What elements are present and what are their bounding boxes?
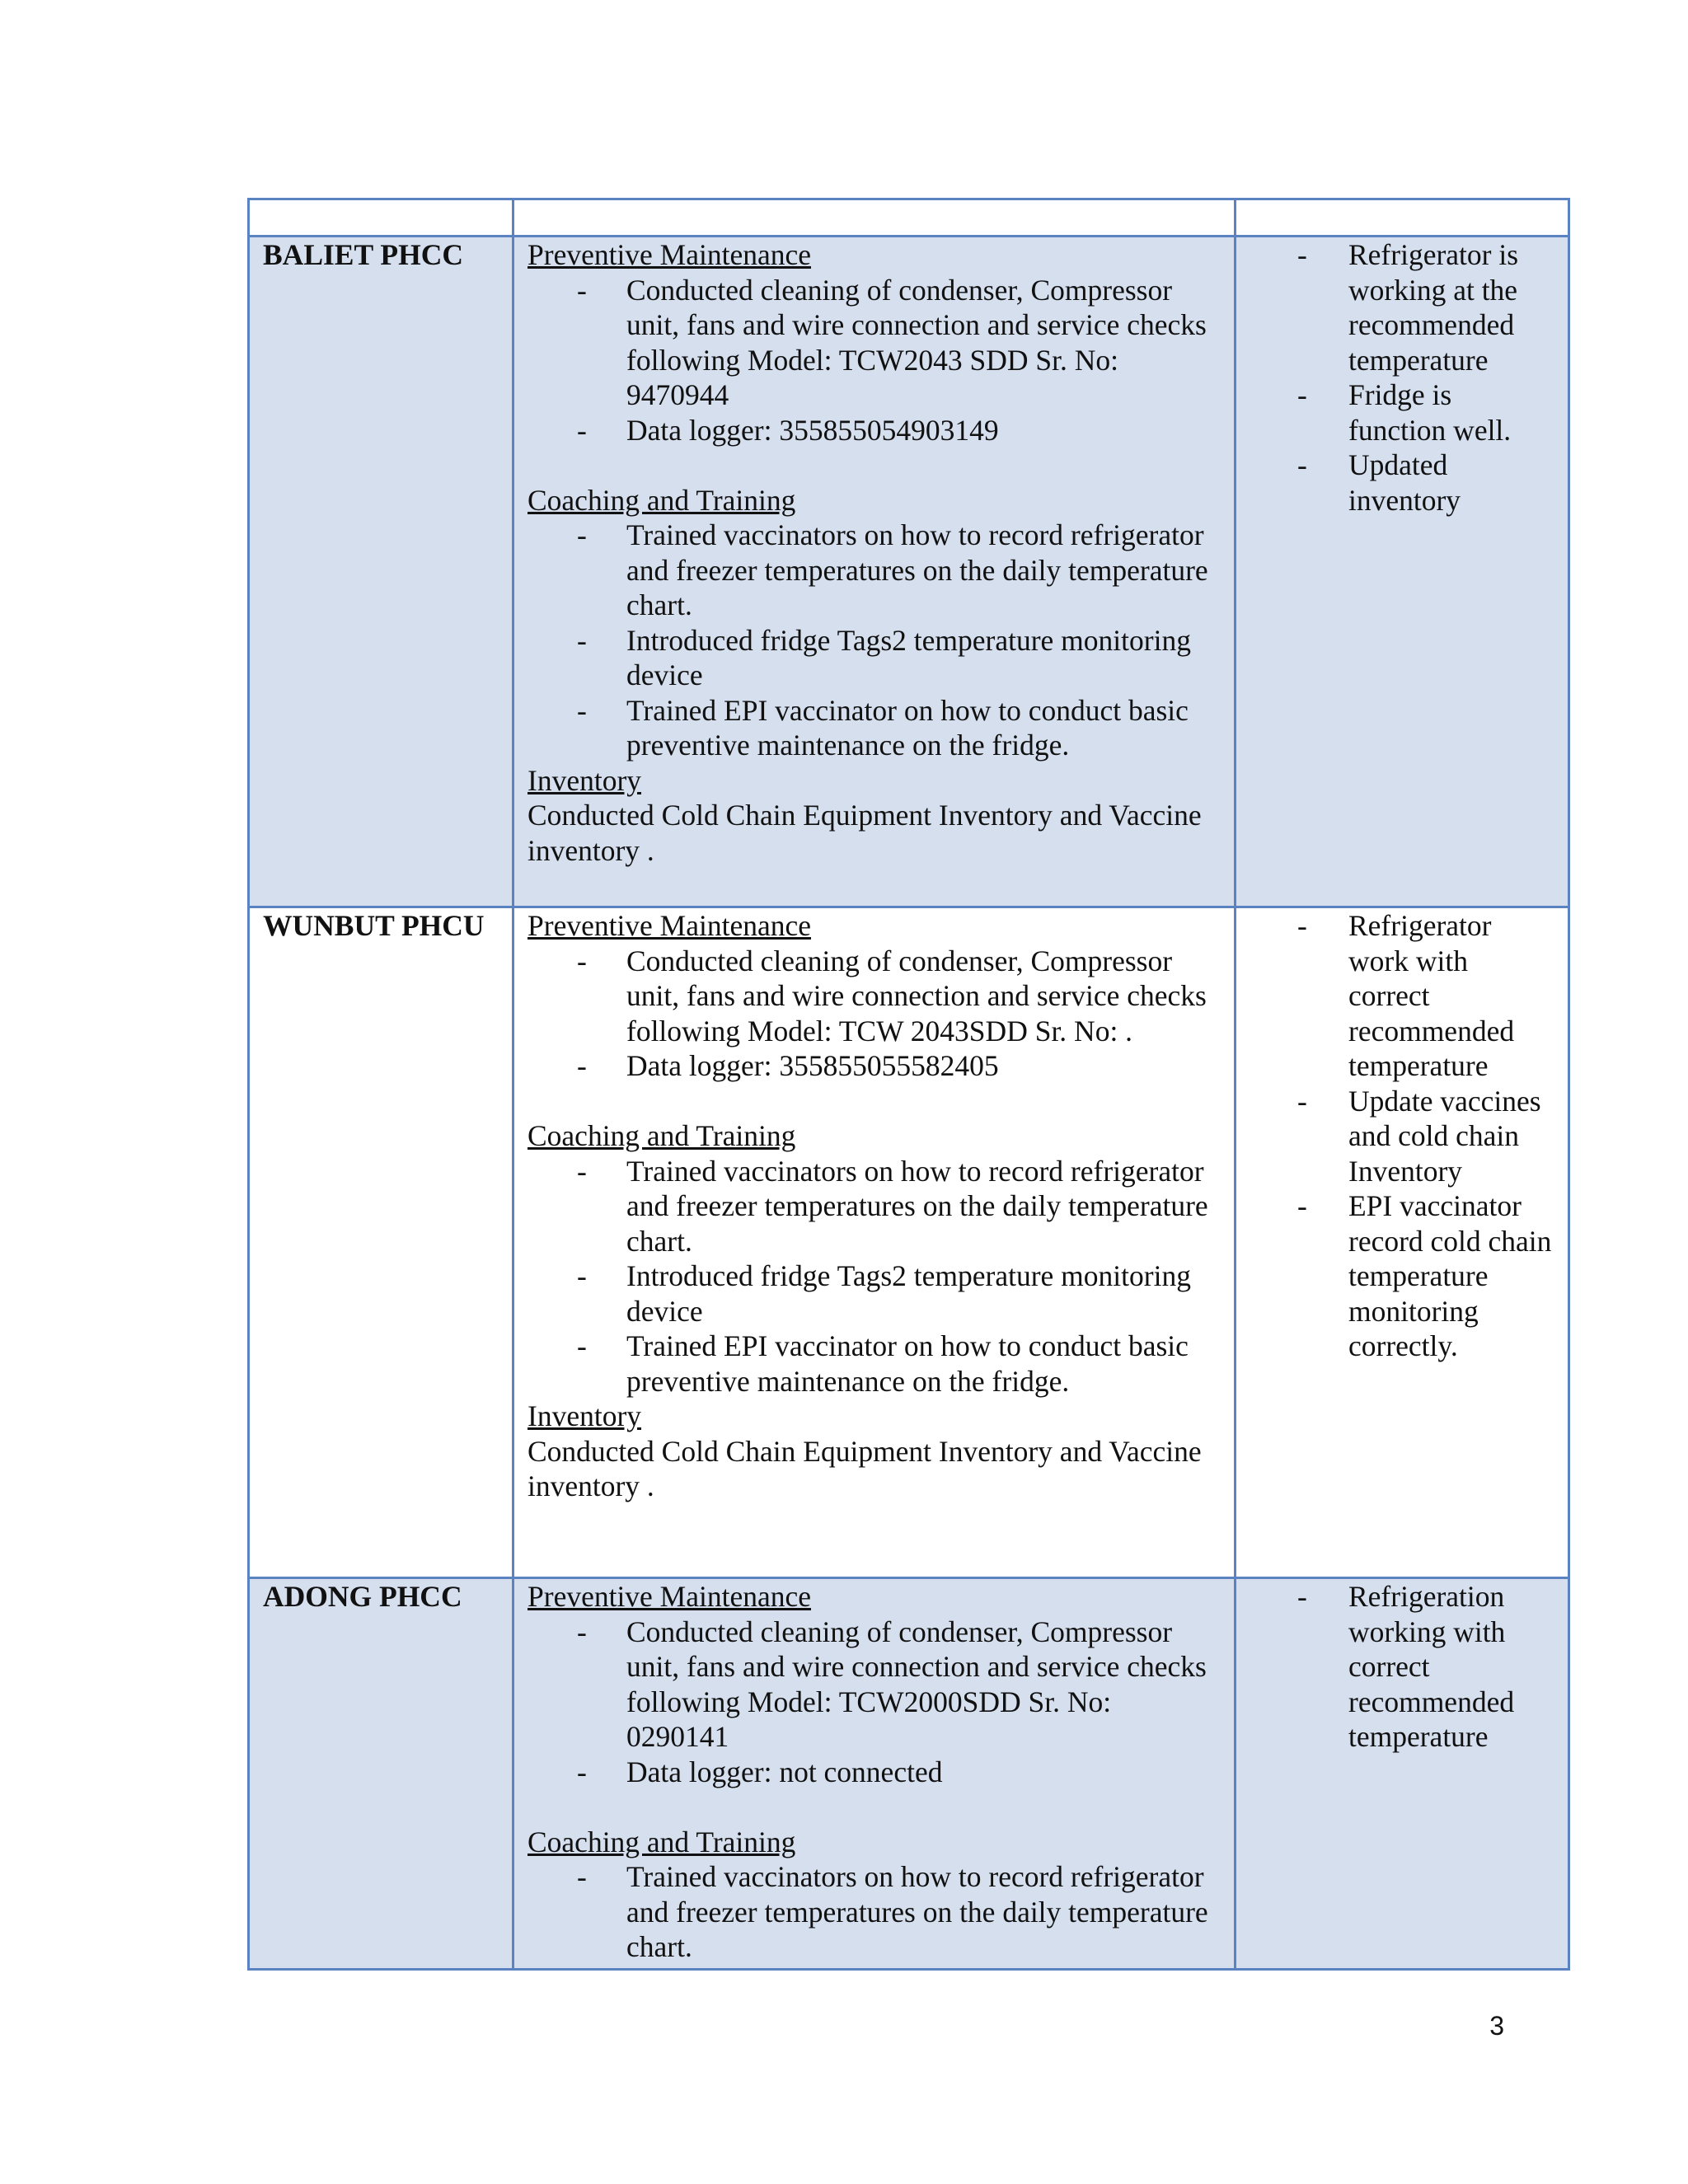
list-item: - Trained vaccinators on how to record refrigerator and freezer temperatures on the daily temperature chart.: [577, 518, 1208, 621]
list-item: - Refrigerator work with correct recommended temperature: [1297, 909, 1515, 1082]
results-list: [1250, 1579, 1554, 1755]
list-item: - Introduced fridge Tags2 temperature monitoring device: [577, 1259, 1191, 1328]
list-item: - Data logger: 355855055582405: [577, 1049, 999, 1082]
dash-bullet: -: [577, 1154, 587, 1188]
list-item: - Introduced fridge Tags2 temperature monitoring device: [577, 623, 1191, 691]
dash-bullet: -: [1297, 1084, 1307, 1118]
facility-name: BALIET PHCC: [249, 237, 513, 907]
list-item: - Trained EPI vaccinator on how to conduct basic preventive maintenance on the fridge.: [577, 1329, 1189, 1398]
dash-bullet: -: [577, 1329, 587, 1362]
results-list: [1250, 237, 1554, 518]
section-title-maintenance: Preventive Maintenance: [528, 1580, 812, 1613]
maintenance-report-table: [247, 198, 1570, 1971]
list-item: - Fridge is function well.: [1297, 378, 1512, 447]
section-title-maintenance: Preventive Maintenance: [528, 238, 812, 271]
dash-bullet: -: [577, 623, 587, 657]
results-cell: [1236, 1578, 1569, 1970]
list-item: - Conducted cleaning of condenser, Compressor unit, fans and wire connection and service checks following Model: TCW2043 SDD Sr. No: 9470944: [577, 273, 1207, 411]
dash-bullet: -: [577, 413, 587, 447]
dash-bullet: -: [577, 1860, 587, 1893]
coaching-list: [528, 518, 1221, 763]
page-number: 3: [1489, 2011, 1504, 2041]
dash-bullet: -: [577, 944, 587, 977]
section-title-inventory: Inventory: [528, 1399, 642, 1432]
list-item: - Refrigerator is working at the recommended temperature: [1297, 238, 1519, 377]
inventory-text: Conducted Cold Chain Equipment Inventory and Vaccine inventory .: [528, 1434, 1202, 1502]
list-item: - Update vaccines and cold chain Inventory: [1297, 1084, 1541, 1188]
dash-bullet: -: [577, 1615, 587, 1648]
section-title-maintenance: Preventive Maintenance: [528, 909, 812, 942]
inventory-text: Conducted Cold Chain Equipment Inventory and Vaccine inventory .: [528, 799, 1202, 867]
list-item: - Refrigeration working with correct recommended temperature: [1297, 1580, 1515, 1753]
dash-bullet: -: [577, 693, 587, 727]
dash-bullet: -: [577, 518, 587, 551]
header-cell-results: [1236, 199, 1569, 237]
list-item: - EPI vaccinator record cold chain temperature monitoring correctly.: [1297, 1189, 1552, 1362]
dash-bullet: -: [577, 273, 587, 307]
section-title-inventory: Inventory: [528, 763, 642, 797]
list-item: - Trained EPI vaccinator on how to conduct basic preventive maintenance on the fridge.: [577, 693, 1189, 762]
list-item: - Data logger: 355855054903149: [577, 413, 999, 447]
activities-cell: [513, 1578, 1236, 1970]
section-title-coaching: Coaching and Training: [528, 1119, 796, 1152]
results-list: [1250, 908, 1554, 1364]
section-title-coaching: Coaching and Training: [528, 483, 796, 517]
activities-cell: [513, 237, 1236, 907]
dash-bullet: -: [1297, 378, 1307, 411]
maintenance-list: [528, 1615, 1221, 1790]
coaching-list: [528, 1859, 1221, 1965]
results-cell: [1236, 907, 1569, 1578]
dash-bullet: -: [577, 1259, 587, 1292]
list-item: - Updated inventory: [1297, 448, 1461, 517]
coaching-list: [528, 1154, 1221, 1399]
dash-bullet: -: [1297, 1189, 1307, 1222]
table-header-row: [249, 199, 1569, 237]
dash-bullet: -: [1297, 238, 1307, 271]
dash-bullet: -: [1297, 909, 1307, 942]
facility-name: WUNBUT PHCU: [249, 907, 513, 1578]
section-title-coaching: Coaching and Training: [528, 1825, 796, 1858]
dash-bullet: -: [1297, 1580, 1307, 1613]
dash-bullet: -: [1297, 448, 1307, 481]
activities-cell: [513, 907, 1236, 1578]
header-cell-facility: [249, 199, 513, 237]
facility-name: ADONG PHCC: [249, 1578, 513, 1970]
list-item: - Trained vaccinators on how to record refrigerator and freezer temperatures on the daily temperature chart.: [577, 1154, 1208, 1258]
header-cell-activities: [513, 199, 1236, 237]
dash-bullet: -: [577, 1049, 587, 1082]
dash-bullet: -: [577, 1755, 587, 1788]
list-item: - Data logger: not connected: [577, 1755, 943, 1788]
list-item: - Conducted cleaning of condenser, Compressor unit, fans and wire connection and service checks following Model: TCW2000SDD Sr. No: 0290141: [577, 1615, 1207, 1753]
list-item: - Conducted cleaning of condenser, Compressor unit, fans and wire connection and service checks following Model: TCW 2043SDD Sr. No: .: [577, 944, 1207, 1047]
maintenance-list: [528, 273, 1221, 448]
maintenance-list: [528, 944, 1221, 1084]
table-row: [249, 907, 1569, 1578]
table-row: [249, 237, 1569, 907]
results-cell: [1236, 237, 1569, 907]
table-row: [249, 1578, 1569, 1970]
list-item: - Trained vaccinators on how to record refrigerator and freezer temperatures on the daily temperature chart.: [577, 1860, 1208, 1963]
